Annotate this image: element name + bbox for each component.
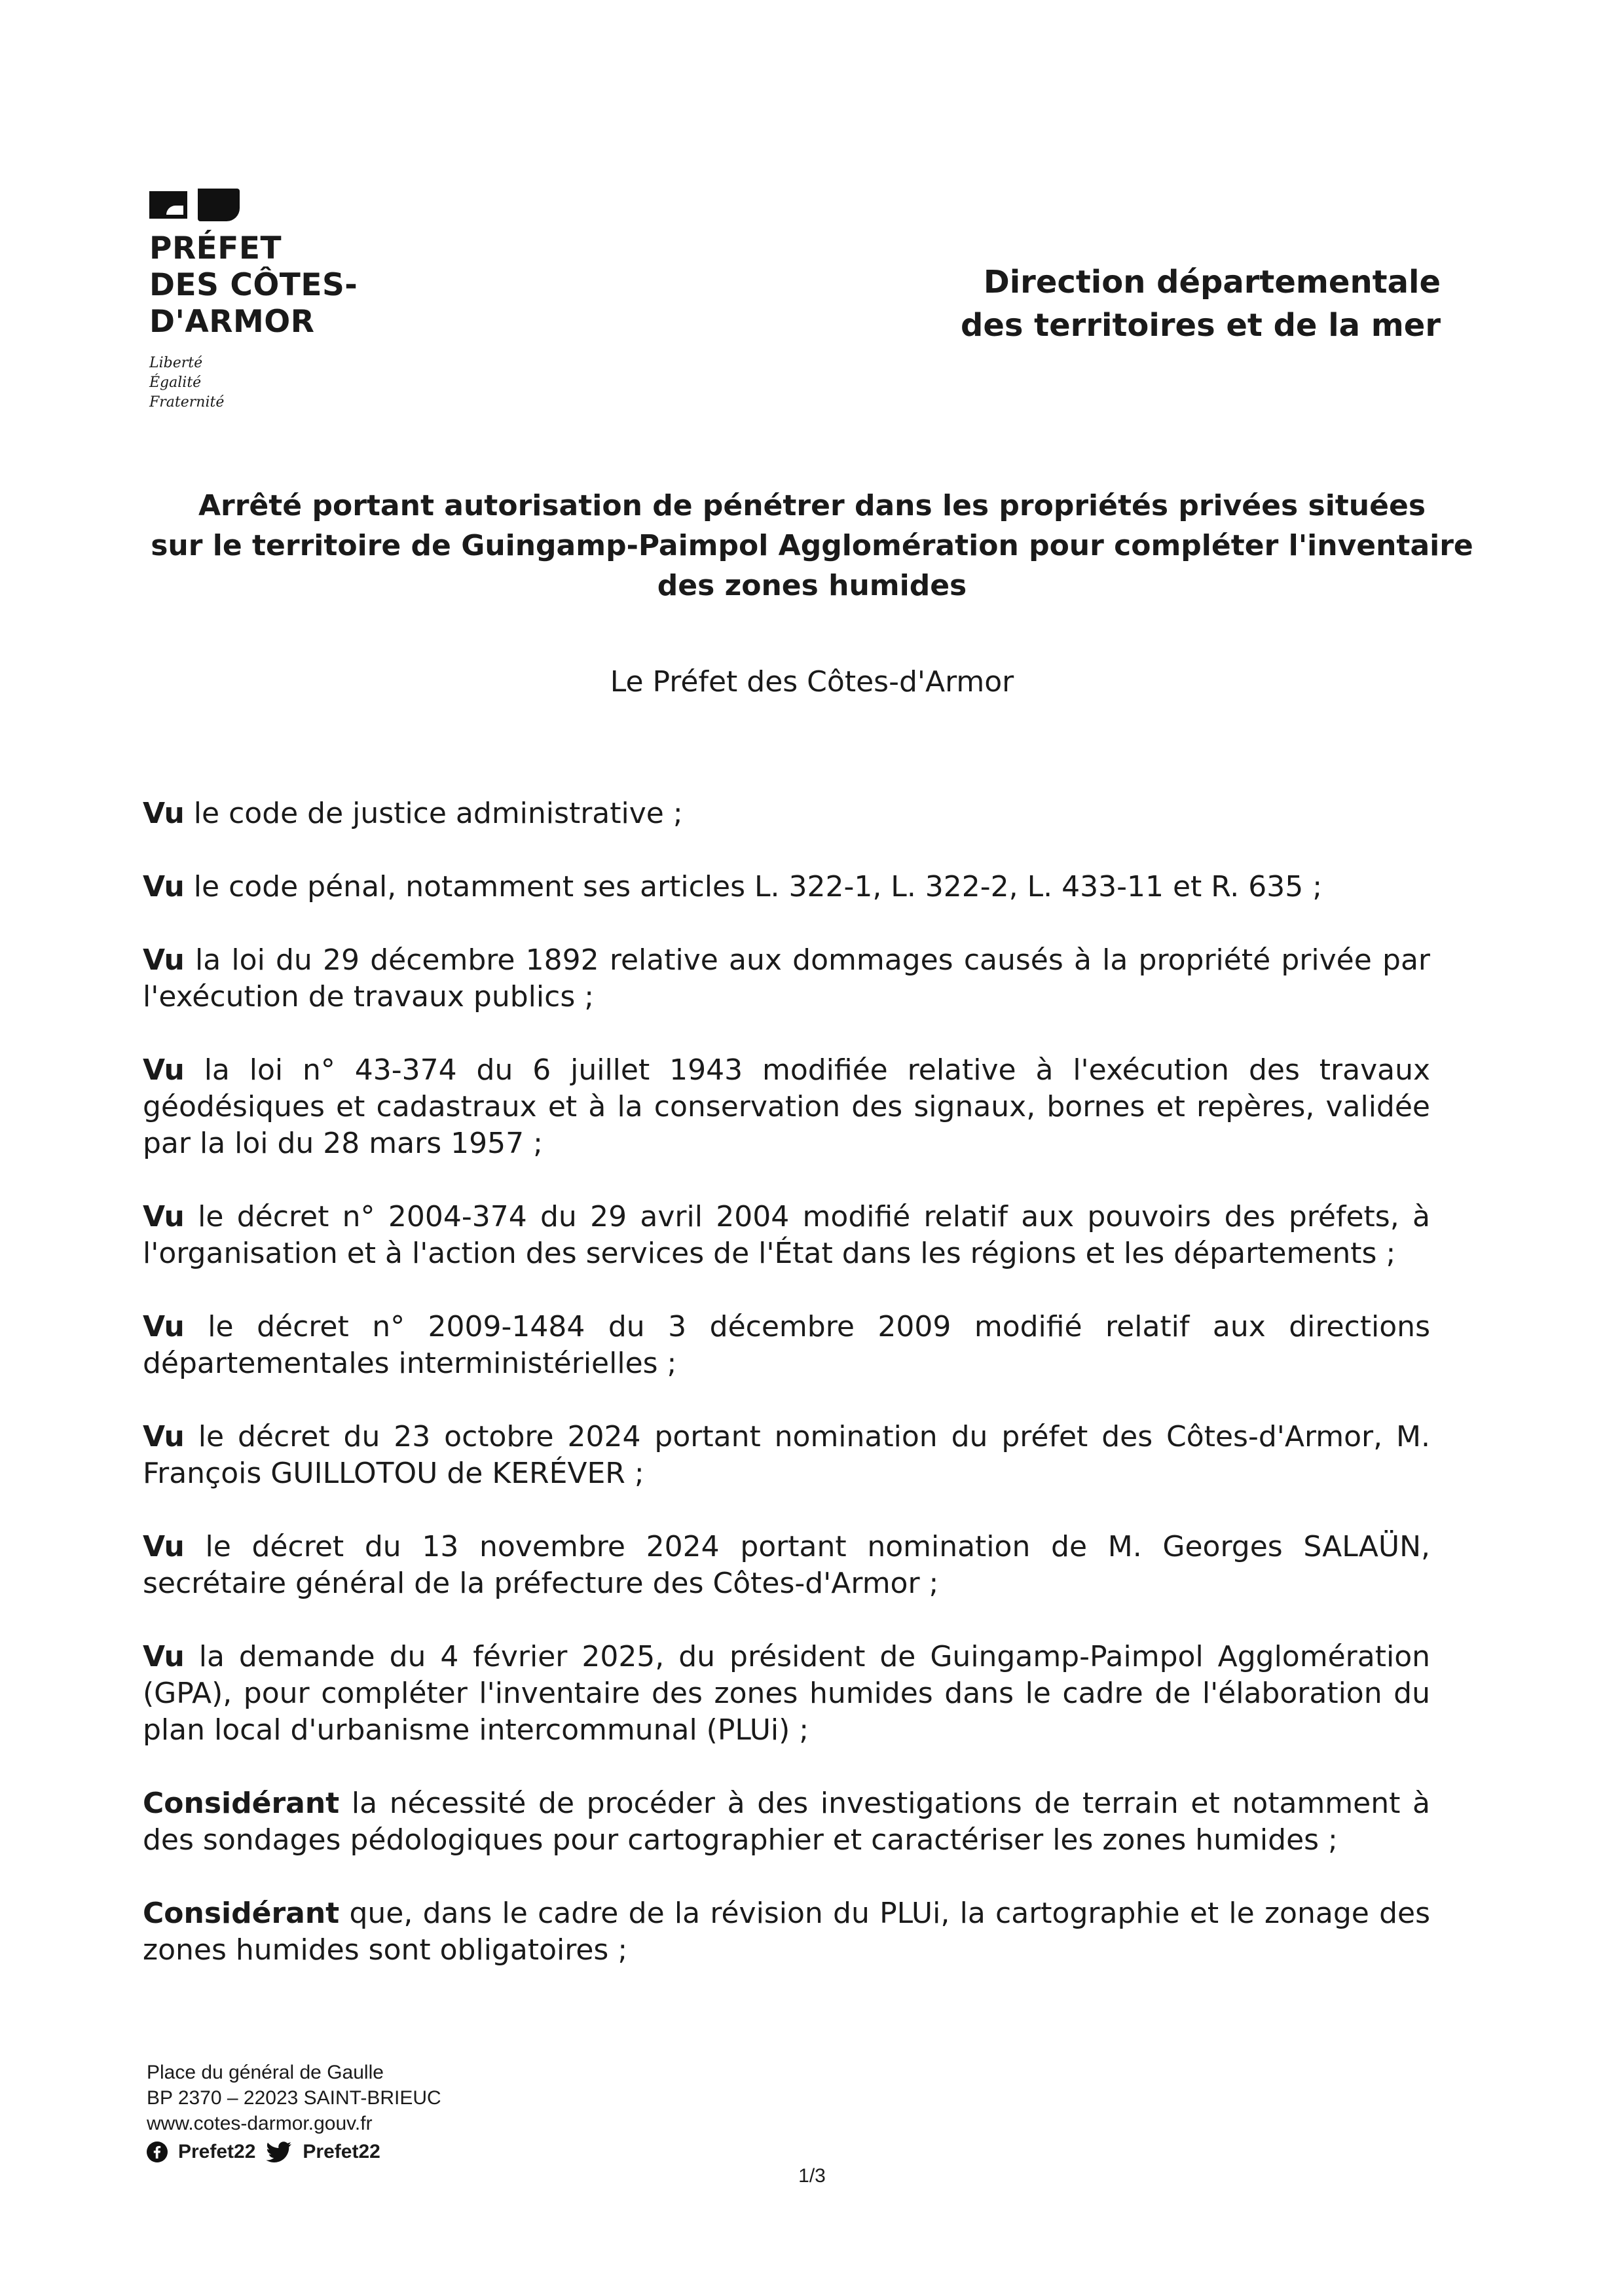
title-line: des zones humides [657,569,967,602]
para-lead: Considérant [143,1787,340,1820]
motto-line: Fraternité [149,394,225,410]
facebook-handle[interactable]: Prefet22 [178,2141,256,2162]
social-links [147,2139,441,2164]
motto-line: Liberté [149,355,203,371]
para-lead: Vu [143,1530,185,1563]
para-lead: Vu [143,1053,185,1087]
prefet-line: Le Préfet des Côtes-d'Armor [610,665,1014,699]
para-lead: Vu [143,1640,185,1673]
visa-paragraph [143,795,1430,832]
prefecture-logo [149,189,385,412]
visa-paragraph [143,869,1430,905]
visa-paragraph [143,942,1430,1015]
para-text: le décret du 23 octobre 2024 portant nomination du préfet des Côtes-d'Armor, M. François GUILLOTOU de KERÉVER ; [143,1420,1430,1490]
logo-title [149,230,385,340]
para-lead: Vu [143,943,185,977]
visa-paragraph [143,1419,1430,1492]
para-lead: Considérant [143,1897,340,1930]
direction-line: des territoires et de la mer [960,307,1441,344]
para-text: le décret n° 2009-1484 du 3 décembre 2009 modifié relatif aux directions départementales interministérielles ; [143,1310,1430,1380]
direction-line: Direction départementale [983,264,1441,301]
logo-title-line: D'ARMOR [149,304,315,340]
visa-paragraph [143,1199,1430,1272]
footer-address-line: BP 2370 – 22023 SAINT-BRIEUC [147,2087,441,2109]
issuing-direction [851,261,1441,347]
twitter-icon[interactable] [266,2141,292,2162]
para-text: le code pénal, notamment ses articles L. 322-1, L. 322-2, L. 433-11 et R. 635 ; [184,870,1323,903]
para-text: le code de justice administrative ; [184,797,683,830]
motto-line: Égalité [149,374,202,391]
twitter-handle[interactable]: Prefet22 [303,2141,380,2162]
visa-paragraph [143,1529,1430,1602]
para-text: la loi n° 43-374 du 6 juillet 1943 modifiée relative à l'exécution des travaux géodésiques et cadastraux et à la conservation des signaux, bornes et repères, validée par la loi du 28 mars 1957 ; [143,1053,1430,1160]
republic-motto [149,354,385,412]
considerant-paragraph [143,1895,1430,1969]
para-lead: Vu [143,870,185,903]
logo-title-line: PRÉFET [149,230,282,266]
para-lead: Vu [143,1310,185,1343]
para-lead: Vu [143,1200,185,1233]
para-text: que, dans le cadre de la révision du PLUi, la cartographie et le zonage des zones humides sont obligatoires ; [143,1897,1430,1967]
visa-paragraph [143,1309,1430,1382]
visa-paragraph [143,1639,1430,1749]
title-line: sur le territoire de Guingamp-Paimpol Agglomération pour compléter l'inventaire [151,529,1473,562]
document-title [131,486,1493,606]
para-text: le décret n° 2004-374 du 29 avril 2004 modifié relatif aux pouvoirs des préfets, à l'organisation et à l'action des services de l'État dans les régions et les départements ; [143,1200,1430,1270]
para-lead: Vu [143,1420,185,1453]
para-text: la nécessité de procéder à des investigations de terrain et notamment à des sondages pédologiques pour cartographier et caractériser les zones humides ; [143,1787,1430,1857]
page-number: 1/3 [798,2165,826,2187]
footer-contact [147,2060,441,2164]
document-body [143,795,1430,2005]
considerant-paragraph [143,1785,1430,1859]
para-text: le décret du 13 novembre 2024 portant nomination de M. Georges SALAÜN, secrétaire général de la préfecture des Côtes-d'Armor ; [143,1530,1430,1600]
para-text: la demande du 4 février 2025, du président de Guingamp-Paimpol Agglomération (GPA), pour compléter l'inventaire des zones humides dans le cadre de l'élaboration du plan local d'urbanisme intercommunal (PLUi) ; [143,1640,1430,1747]
para-lead: Vu [143,797,185,830]
marianne-logo-icon [149,189,241,221]
para-text: la loi du 29 décembre 1892 relative aux dommages causés à la propriété privée par l'exécution de travaux publics ; [143,943,1430,1013]
facebook-icon[interactable] [147,2141,168,2162]
title-line: Arrêté portant autorisation de pénétrer dans les propriétés privées situées [198,489,1426,522]
footer-website[interactable]: www.cotes-darmor.gouv.fr [147,2113,373,2134]
visa-paragraph [143,1052,1430,1162]
logo-title-line: DES CÔTES- [149,267,358,303]
footer-address-line: Place du général de Gaulle [147,2062,384,2083]
